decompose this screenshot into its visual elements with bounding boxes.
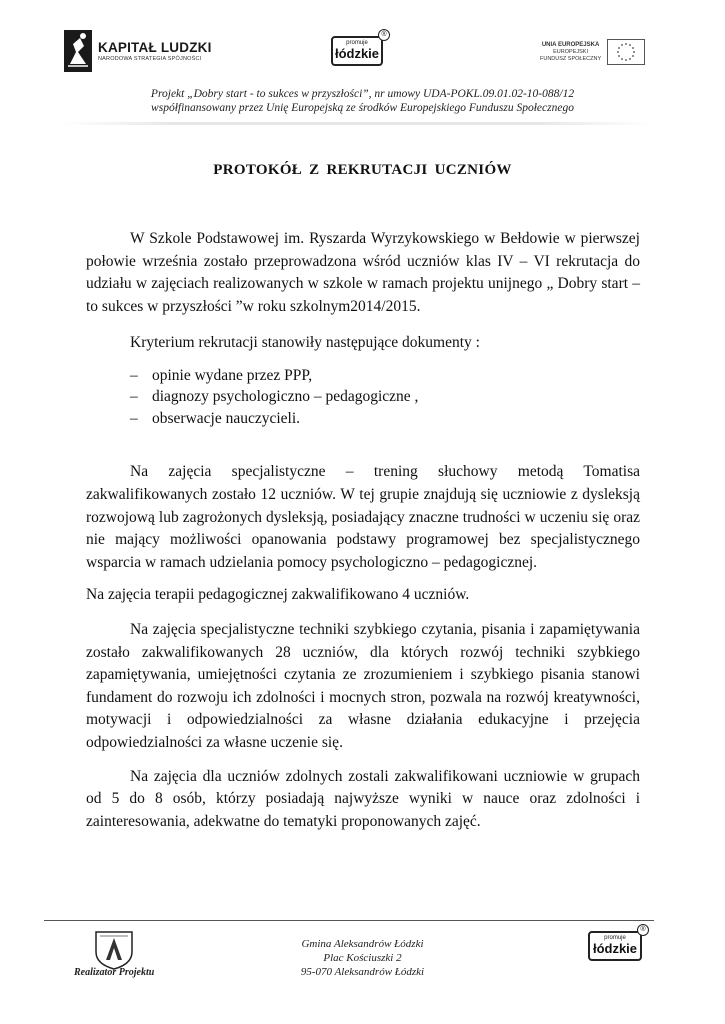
kapital-ludzki-emblem-icon <box>64 30 92 72</box>
paragraph-recruitment: W Szkole Podstawowej im. Ryszarda Wyrzykowskiego w Bełdowie w pierwszej połowie września zostało przeprowadzona wśród uczniów klas IV – VI rekrutacja do udziału w zajęciach realizowanych w szkole w ramach projektu unijnego „ Dobry start – to sukces w przyszłości ”w roku szkolnym2014/2015. <box>86 230 640 315</box>
eu-logo <box>540 39 645 65</box>
address-line-2: Plac Kościuszki 2 <box>323 952 402 964</box>
list-item-text: obserwacje nauczycieli. <box>152 409 301 427</box>
list-item <box>130 365 640 387</box>
paragraph-gifted-students: Na zajęcia dla uczniów zdolnych zostali zakwalifikowani uczniowie w grupach od 5 do 8 osób, którzy posiadają najwyższe wyniki w nauce oraz zdolności i zainteresowania, adekwatne do tematyki proponowanych zajęć. <box>86 767 640 830</box>
dash-bullet: – <box>130 366 138 384</box>
kapital-ludzki-title: KAPITAŁ LUDZKI <box>98 40 212 55</box>
project-info-line-1: Projekt „Dobry start - to sukces w przyszłości”, nr umowy UDA-POKL.09.01.02-10-088/12 <box>150 88 575 100</box>
promuje-label: promuje <box>604 935 626 941</box>
list-item <box>130 408 640 430</box>
document-body <box>86 228 640 833</box>
header-divider <box>60 122 652 125</box>
kapital-ludzki-logo <box>64 30 212 72</box>
eu-flag-icon <box>607 39 645 65</box>
lodzkie-label: łódzkie <box>592 941 638 956</box>
promuje-lodzkie-footer-logo <box>588 926 646 961</box>
dash-bullet: – <box>130 388 138 406</box>
eu-line3: FUNDUSZ SPOŁECZNY <box>540 55 602 62</box>
list-item <box>130 386 640 408</box>
address-line-3: 95-070 Aleksandrów Łódzki <box>300 966 425 978</box>
kapital-ludzki-subtitle: NARODOWA STRATEGIA SPÓJNOŚCI <box>98 56 202 62</box>
footer-divider <box>44 920 654 921</box>
eu-title: UNIA EUROPEJSKA <box>541 41 600 48</box>
list-item-text: diagnozy psychologiczno – pedagogiczne , <box>152 388 419 406</box>
dash-bullet: – <box>130 409 138 427</box>
registered-mark-icon: ® <box>637 924 649 936</box>
criteria-list <box>86 365 640 430</box>
address-line-1: Gmina Aleksandrów Łódzki <box>301 938 424 950</box>
lodzkie-label: łódzkie <box>334 46 380 61</box>
paragraph-tomatis: Na zajęcia specjalistyczne – trening słuchowy metodą Tomatisa zakwalifikowanych zostało 12 uczniów. W tej grupie znajdują się uczniowie z dysleksją rozwojową lub zagrożonych dysleksją, posiadający znaczne trudności w uczeniu się oraz nie mający możliwości opanowania podstawy programowej bez specjalistycznego wsparcia w ramach udzielania pomocy psychologiczno – pedagogicznej. <box>86 463 640 571</box>
realizator-label: Realizator Projektu <box>74 967 155 978</box>
promuje-label: promuje <box>346 40 368 46</box>
project-info-line-2: współfinansowany przez Unię Europejską ze środków Europejskiego Funduszu Społecznego <box>151 102 574 114</box>
paragraph-criteria: Kryterium rekrutacji stanowiły następujące dokumenty : <box>130 334 480 352</box>
paragraph-speed-reading: Na zajęcia specjalistyczne techniki szybkiego czytania, pisania i zapamiętywania zostało zakwalifikowanych 28 uczniów, dla których rozwój techniki szybkiego zapamiętywania, umiejętności czytania ze zrozumieniem i szybkiego pisania stanowi fundament do rozwoju ich zdolności i mocnych stron, pozwala na rozwój kreatywności, motywacji i odpowiedzialności za własne działania edukacyjne i przejęcia odpowiedzialności za własne uczenie się. <box>86 621 640 751</box>
document-title: PROTOKÓŁ Z REKRUTACJI UCZNIÓW <box>213 162 512 178</box>
registered-mark-icon: ® <box>378 29 390 41</box>
page-header <box>0 0 725 130</box>
list-item-text: opinie wydane przez PPP, <box>152 366 313 384</box>
promuje-lodzkie-logo <box>331 31 387 66</box>
paragraph-pedagogical-therapy: Na zajęcia terapii pedagogicznej zakwalifikowano 4 uczniów. <box>86 586 470 604</box>
eu-line2: EUROPEJSKI <box>553 48 588 55</box>
